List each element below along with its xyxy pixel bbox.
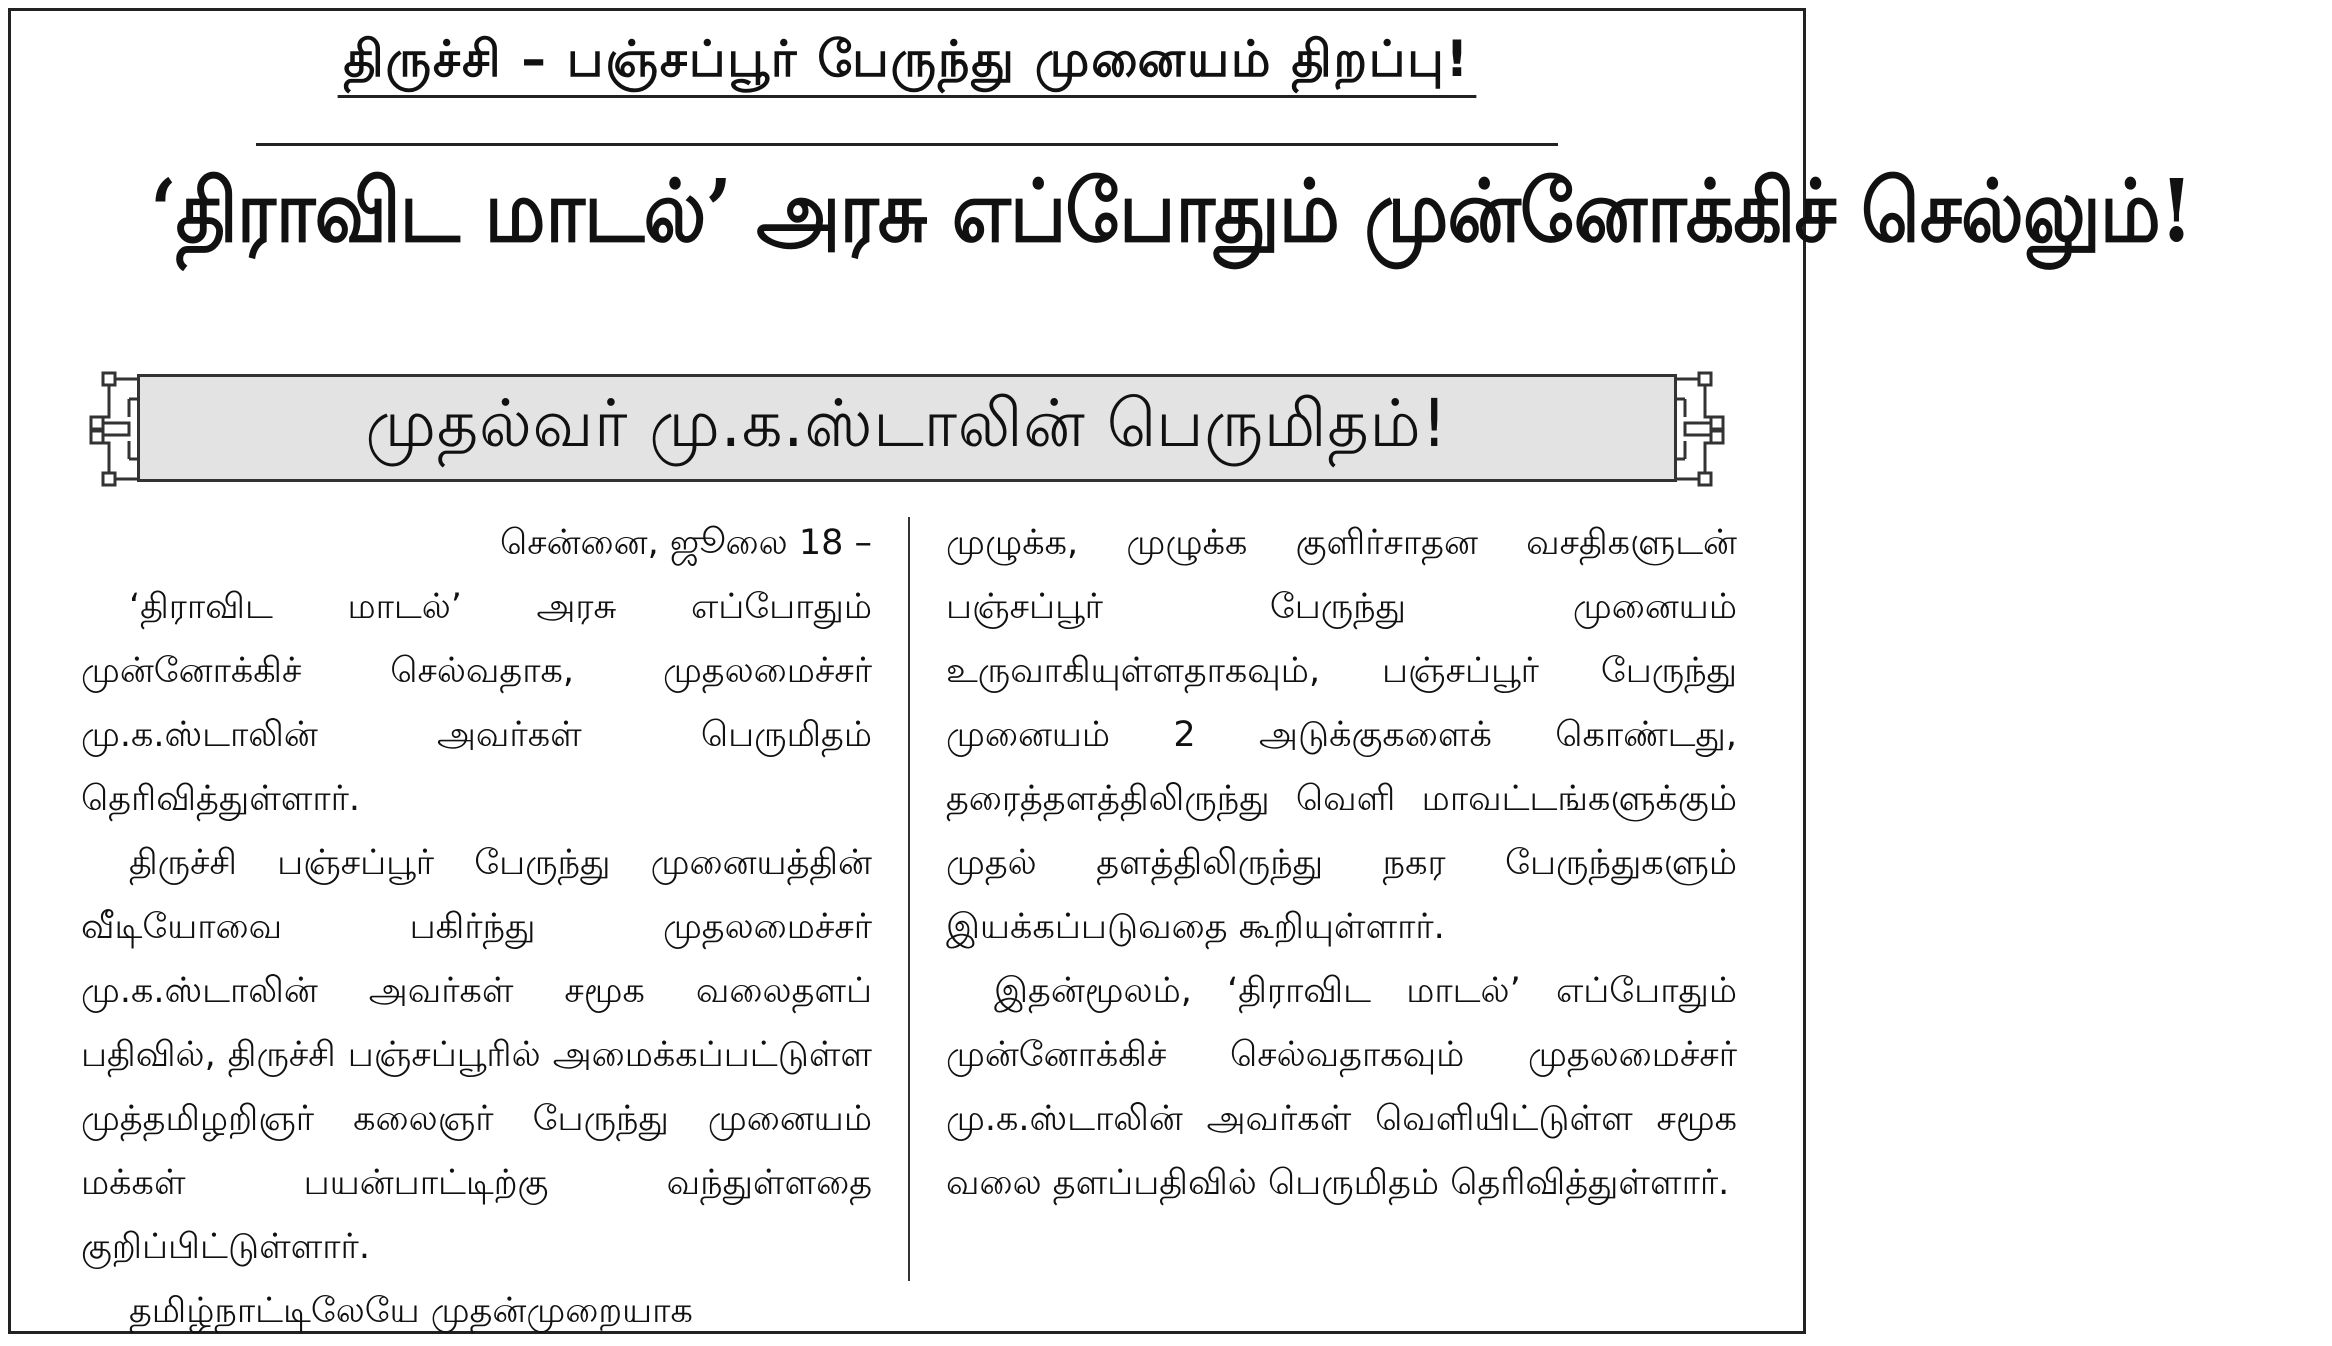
main-headline: ‘திராவிட மாடல்’ அரசு எப்போதும் முன்னோக்கிச் செல்லும்! <box>150 161 2193 262</box>
subheadline-banner <box>137 374 1677 482</box>
right-ornament-icon <box>1669 369 1725 489</box>
main-headline-wrap <box>11 156 2193 268</box>
paragraph: ‘திராவிட மாடல்’ அரசு எப்போதும் முன்னோக்கிச் செல்வதாக, முதலமைச்சர் மு.க.ஸ்டாலின் அவர்கள் பெருமிதம் தெரிவித்துள்ளார். <box>81 587 872 819</box>
article-column-left <box>41 511 908 1331</box>
kicker-headline-wrap <box>11 31 1803 98</box>
paragraph: தமிழ்நாட்டிலேயே முதன்முறையாக <box>129 1291 693 1331</box>
kicker-rule <box>256 143 1558 146</box>
news-clipping-frame <box>8 8 2193 1334</box>
dateline: சென்னை, ஜூலை 18 – <box>499 523 872 563</box>
article-column-right <box>910 511 1773 1311</box>
subheadline-banner-wrap <box>89 369 1725 489</box>
kicker-headline: திருச்சி – பஞ்சப்பூர் பேருந்து முனையம் திறப்பு! <box>338 31 1476 98</box>
subheadline-text: முதல்வர் மு.க.ஸ்டாலின் பெருமிதம்! <box>365 385 1449 462</box>
paragraph: திருச்சி பஞ்சப்பூர் பேருந்து முனையத்தின் வீடியோவை பகிர்ந்து முதலமைச்சர் மு.க.ஸ்டாலின் அவர்கள் சமூக வலைதளப் பதிவில், திருச்சி பஞ்சப்பூரில் அமைக்கப்பட்டுள்ள முத்தமிழறிஞர் கலைஞர் பேருந்து முனையம் மக்கள் பயன்பாட்டிற்கு வந்துள்ளதை குறிப்பிட்டுள்ளார். <box>81 843 872 1267</box>
article-body <box>41 511 1773 1331</box>
paragraph: முழுக்க, முழுக்க குளிர்சாதன வசதிகளுடன் பஞ்சப்பூர் பேருந்து முனையம் உருவாகியுள்ளதாகவும், பஞ்சப்பூர் பேருந்து முனையம் 2 அடுக்குகளைக் கொண்டது, தரைத்தளத்திலிருந்து வெளி மாவட்டங்களுக்கும் முதல் தளத்திலிருந்து நகர பேருந்துகளும் இயக்கப்படுவதை கூறியுள்ளார். <box>946 523 1737 947</box>
paragraph: இதன்மூலம், ‘திராவிட மாடல்’ எப்போதும் முன்னோக்கிச் செல்வதாகவும் முதலமைச்சர் மு.க.ஸ்டாலின் அவர்கள் வெளியிட்டுள்ள சமூக வலை தளப்பதிவில் பெருமிதம் தெரிவித்துள்ளார். <box>946 971 1737 1203</box>
